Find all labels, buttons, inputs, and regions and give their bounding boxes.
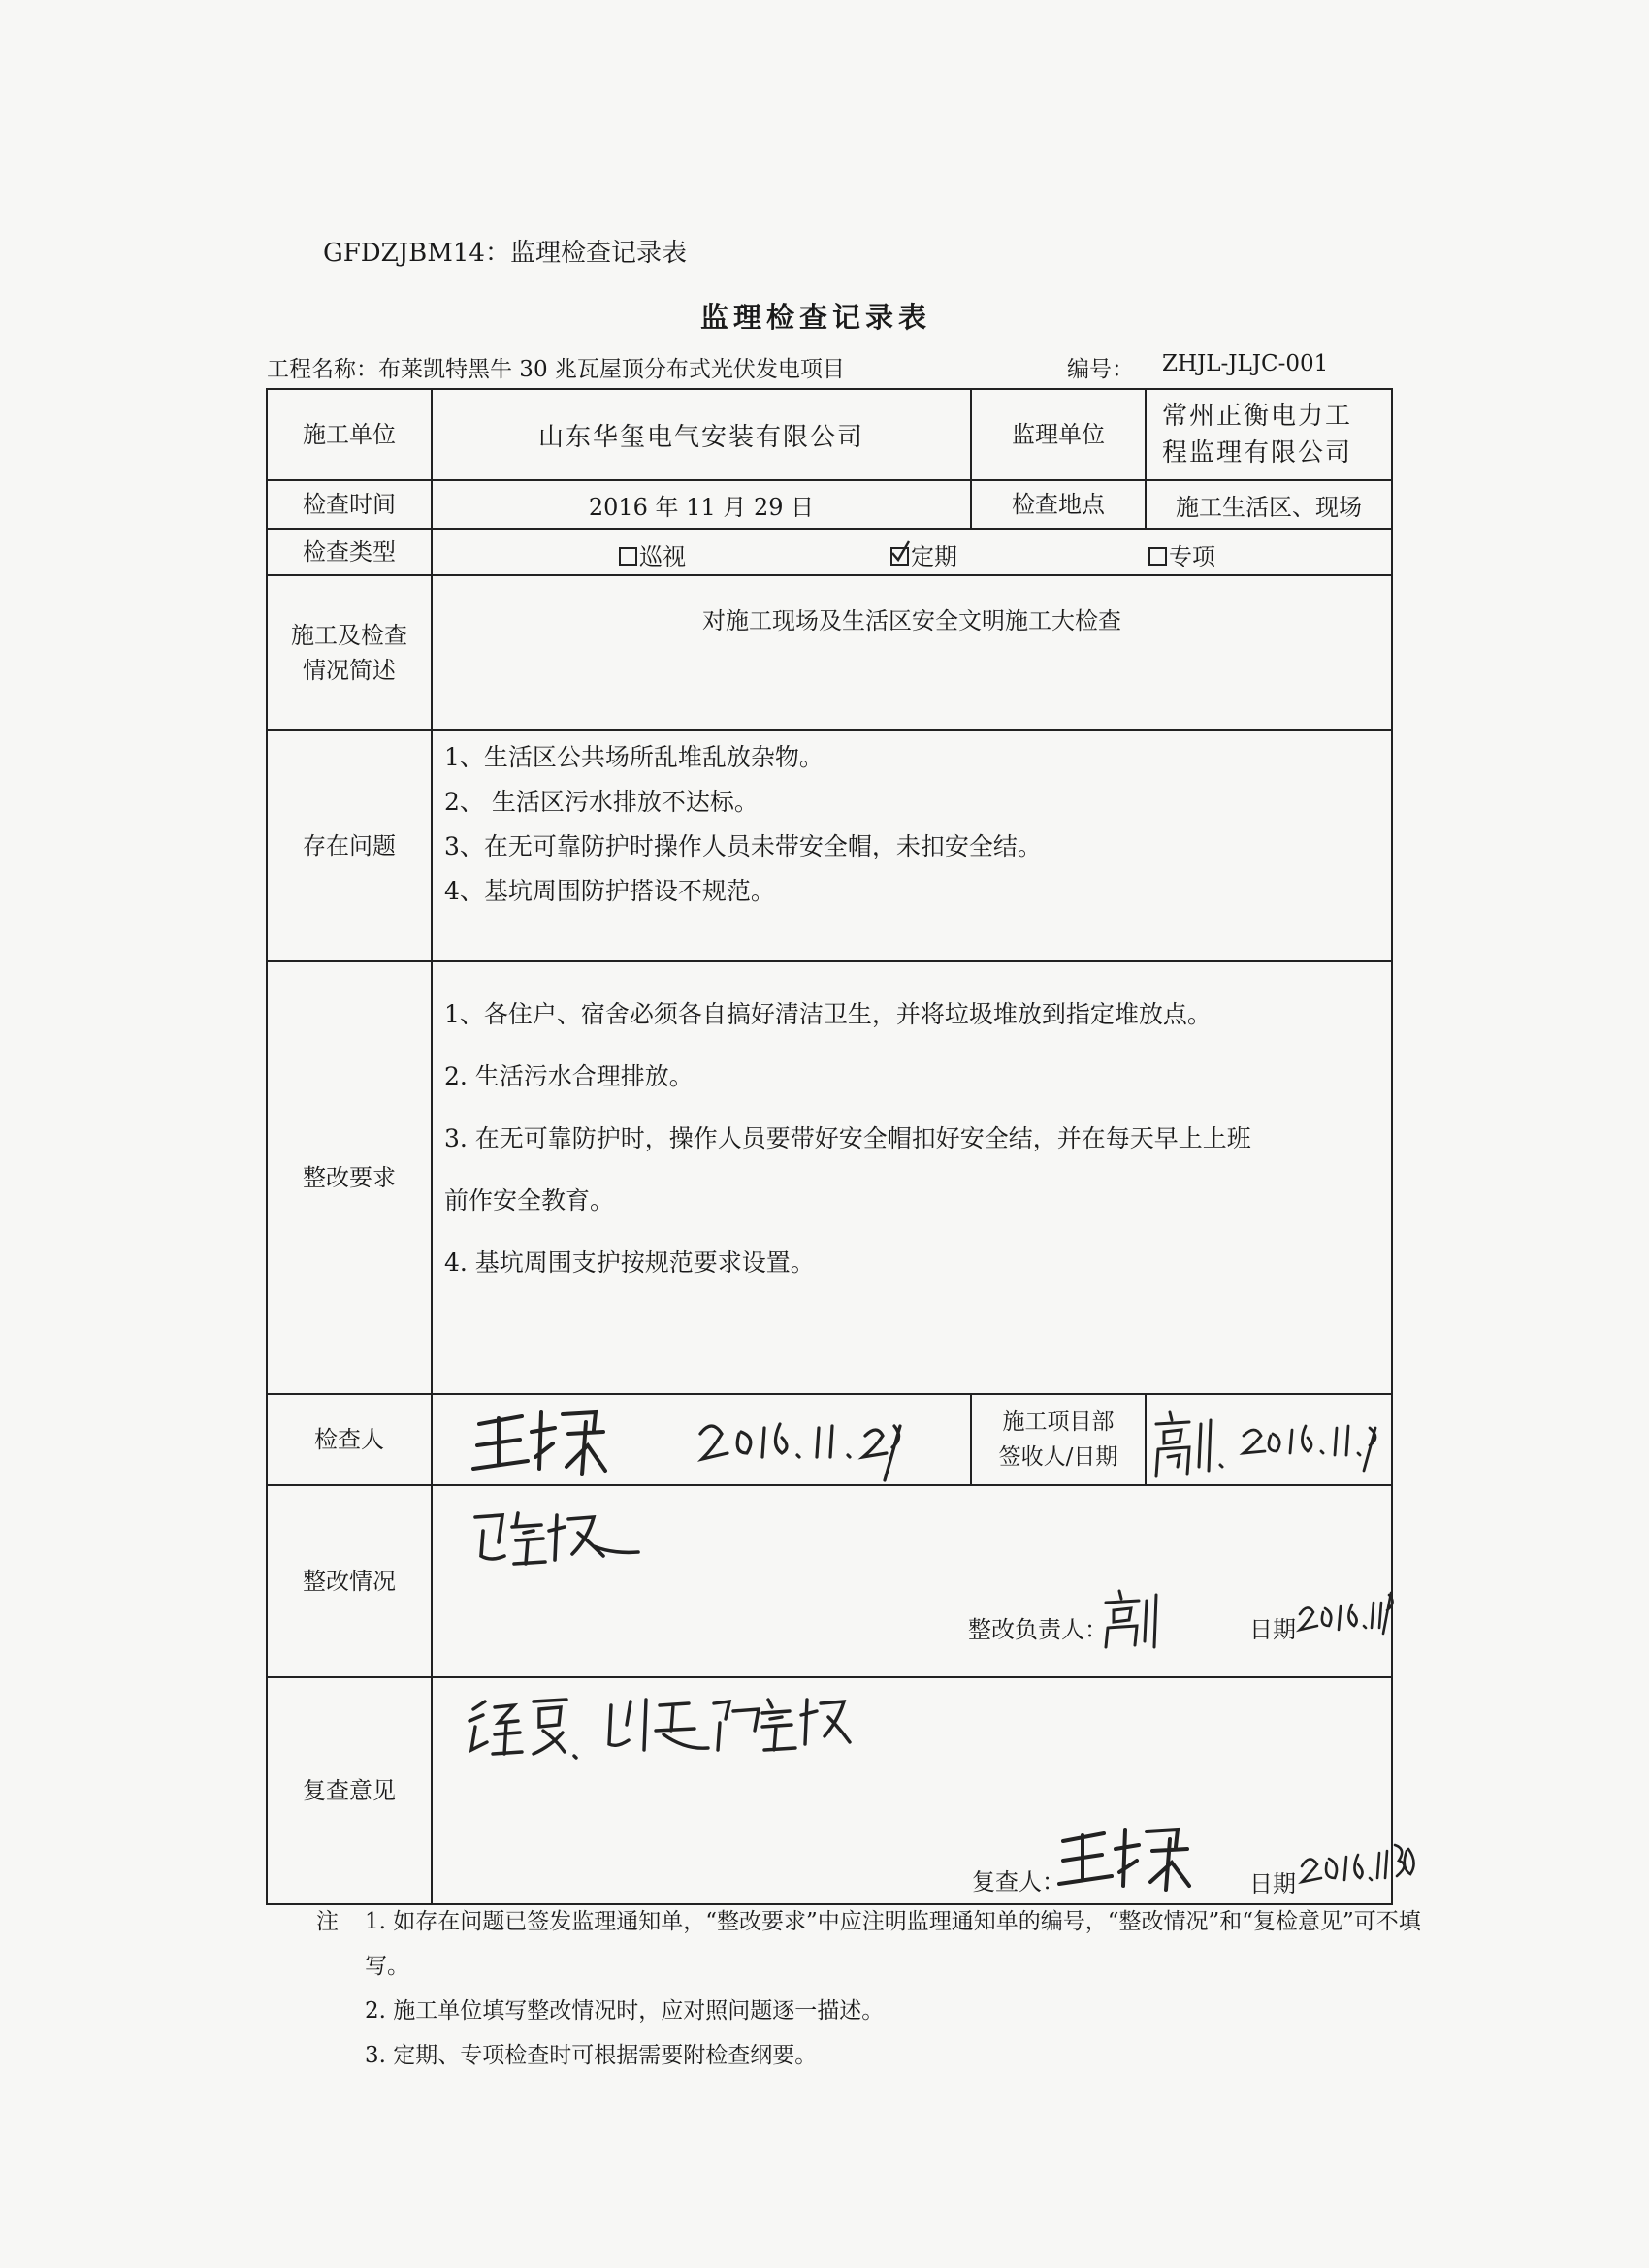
reviewer-label: 复查人： <box>972 1868 1065 1895</box>
supervision-unit-label: 监理单位 <box>971 389 1146 480</box>
problem-item: 4、基坑周围防护搭设不规范。 <box>444 877 775 905</box>
type-option-periodic[interactable] <box>890 537 957 571</box>
inspection-type-label: 检查类型 <box>267 529 432 575</box>
type-option-special[interactable] <box>1148 537 1215 571</box>
rect-date-handwriting <box>1296 1581 1403 1639</box>
construction-unit-value: 山东华玺电气安装有限公司 <box>432 389 971 480</box>
type-option-patrol-label: 巡视 <box>639 543 686 570</box>
requirement-item: 4. 基坑周围支护按规范要求设置。 <box>444 1248 815 1277</box>
requirement-item: 2. 生活污水合理排放。 <box>444 1062 694 1090</box>
summary-label <box>267 575 432 730</box>
inspection-form-table <box>266 388 1393 1905</box>
requirements-list <box>433 970 1391 1294</box>
notes-title: 注 <box>316 1909 339 1934</box>
requirements-row <box>267 961 1392 1394</box>
supervision-unit-line1: 常州正衡电力工 <box>1162 402 1353 431</box>
form-code: GFDZJBM14：监理检查记录表 <box>323 239 687 268</box>
summary-row <box>267 575 1392 730</box>
inspection-site-value: 施工生活区、现场 <box>1146 480 1392 529</box>
rect-responsible-signature <box>1100 1587 1168 1651</box>
rect-responsible-label: 整改负责人： <box>968 1616 1108 1643</box>
requirement-item: 前作安全教育。 <box>444 1186 615 1215</box>
problems-list <box>433 735 1391 914</box>
supervision-unit-value <box>1146 389 1392 480</box>
problem-item: 2、 生活区污水排放不达标。 <box>444 788 759 816</box>
problem-item: 3、在无可靠防护时操作人员未带安全帽，未扣安全结。 <box>444 832 1042 860</box>
receiver-signature <box>1150 1407 1389 1480</box>
checkbox-checked-icon <box>890 547 909 566</box>
review-cell <box>432 1677 1392 1904</box>
supervision-unit-line2: 程监理有限公司 <box>1162 438 1353 468</box>
note-item: 2. 施工单位填写整改情况时，应对照问题逐一描述。 <box>365 1998 885 2024</box>
inspector-signature-cell <box>432 1394 971 1485</box>
serial-number: ZHJL-JLJC-001 <box>1162 351 1329 376</box>
receiver-label <box>971 1394 1146 1485</box>
summary-label-line2: 情况简述 <box>303 657 396 684</box>
inspection-type-options <box>432 529 1392 575</box>
time-row <box>267 480 1392 529</box>
type-row <box>267 529 1392 575</box>
rectification-cell <box>432 1485 1392 1677</box>
requirement-item: 3. 在无可靠防护时，操作人员要带好安全帽扣好安全结，并在每天早上上班 <box>444 1124 1251 1152</box>
inspector-label: 检查人 <box>267 1394 432 1485</box>
review-label: 复查意见 <box>267 1677 432 1904</box>
checkmark-icon <box>890 540 912 564</box>
problem-item: 1、生活区公共场所乱堆乱放杂物。 <box>444 743 824 771</box>
type-option-patrol[interactable] <box>619 537 686 571</box>
notes-section <box>316 1899 1422 2078</box>
requirements-label: 整改要求 <box>267 961 432 1394</box>
construction-unit-label: 施工单位 <box>267 389 432 480</box>
review-date-label: 日期 <box>1249 1870 1296 1897</box>
requirements-list-cell <box>432 961 1392 1394</box>
document-title: 监理检查记录表 <box>700 301 932 334</box>
requirement-item: 1、各住户、宿舍必须各自搞好清洁卫生，并将垃圾堆放到指定堆放点。 <box>444 1000 1212 1028</box>
summary-text: 对施工现场及生活区安全文明施工大检查 <box>702 606 1121 634</box>
review-row <box>267 1677 1392 1904</box>
receiver-label-line1: 施工项目部 <box>1002 1409 1115 1435</box>
note-item: 3. 定期、专项检查时可根据需要附检查纲要。 <box>365 2043 818 2068</box>
review-date-handwriting <box>1298 1831 1424 1890</box>
receiver-signature-cell <box>1146 1394 1392 1485</box>
inspector-date-handwriting <box>695 1405 908 1482</box>
review-handwriting <box>466 1692 854 1769</box>
problems-label: 存在问题 <box>267 730 432 961</box>
summary-value <box>432 575 1392 730</box>
summary-label-line1: 施工及检查 <box>291 622 407 649</box>
note-item: 1. 如存在问题已签发监理通知单，“整改要求”中应注明监理通知单的编号，“整改情况”和“复检意见”可不填写。 <box>365 1909 1421 1979</box>
checkbox-empty-icon <box>1148 547 1167 566</box>
reviewer-signature <box>1057 1822 1193 1895</box>
inspection-site-label: 检查地点 <box>971 480 1146 529</box>
type-option-periodic-label: 定期 <box>911 543 957 570</box>
inspector-signature <box>471 1403 617 1480</box>
inspection-time-label: 检查时间 <box>267 480 432 529</box>
rectification-row <box>267 1485 1392 1677</box>
problems-list-cell <box>432 730 1392 961</box>
rectification-label: 整改情况 <box>267 1485 432 1677</box>
checkbox-empty-icon <box>619 547 637 566</box>
inspector-row <box>267 1394 1392 1485</box>
project-name: 工程名称：布莱凯特黑牛 30 兆瓦屋顶分布式光伏发电项目 <box>267 357 845 382</box>
type-option-special-label: 专项 <box>1169 543 1215 570</box>
rect-date-label: 日期 <box>1249 1616 1296 1643</box>
serial-label: 编号： <box>1067 357 1134 382</box>
inspection-time-value: 2016 年 11 月 29 日 <box>432 480 971 529</box>
unit-row <box>267 389 1392 480</box>
rectification-handwriting <box>468 1506 642 1573</box>
receiver-label-line2: 签收人/日期 <box>998 1444 1118 1470</box>
problems-row <box>267 730 1392 961</box>
